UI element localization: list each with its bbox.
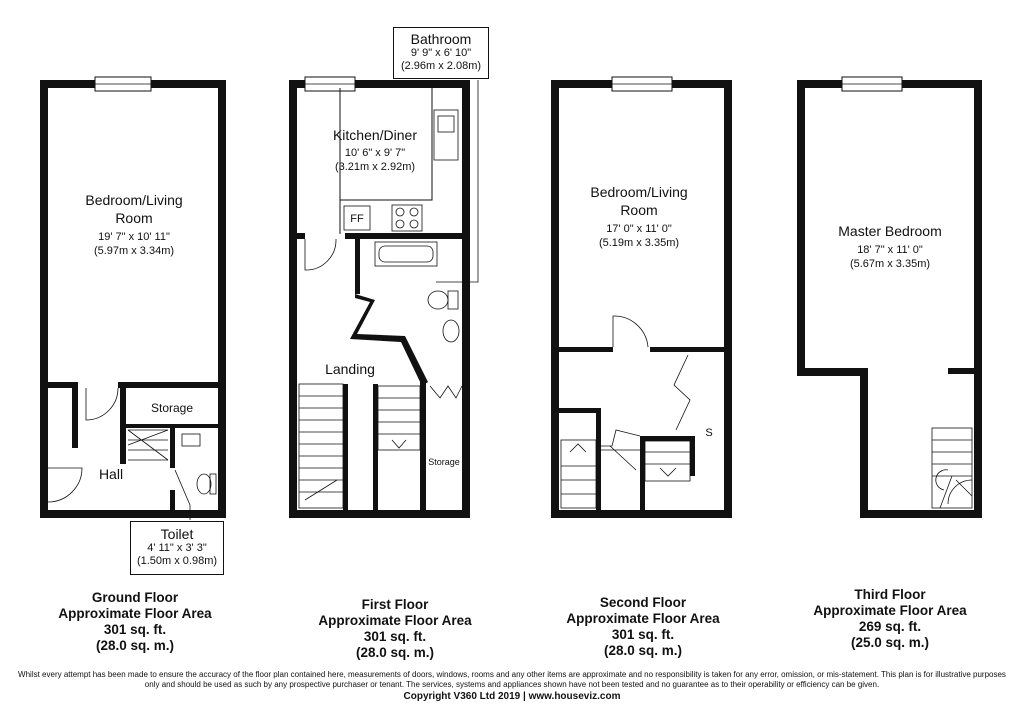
- hob-icon: [392, 205, 422, 231]
- landing-label: Landing: [325, 361, 375, 377]
- floor-name: Third Floor: [854, 587, 926, 602]
- master-bedroom-dim-metric: (5.67m x 3.35m): [849, 258, 931, 270]
- sink-icon: [182, 434, 200, 446]
- toilet-dim-metric: (1.50m x 0.98m): [136, 555, 218, 567]
- toilet-icon: [428, 291, 448, 309]
- master-bedroom-name: Master Bedroom: [838, 223, 942, 239]
- second-bedroom-name-2: Room: [620, 202, 658, 218]
- bathroom-dim-imperial: 9' 9" x 6' 10": [410, 47, 472, 59]
- second-storage-s-label: S: [705, 427, 713, 439]
- second-bedroom-dim-imperial: 17' 0" x 11' 0": [606, 223, 672, 235]
- kitchen-diner-dim-metric: (3.21m x 2.92m): [334, 161, 416, 173]
- floor-name: First Floor: [361, 597, 429, 612]
- basin-icon: [443, 320, 459, 342]
- second-bedroom-name-1: Bedroom/Living: [590, 184, 688, 200]
- toilet-icon: [197, 474, 211, 494]
- floor-area-sqm: (28.0 sq. m.): [355, 645, 435, 660]
- disclaimer-text: Whilst every attempt has been made to ensure the accuracy of the floor plan contained here, measurements of doors, windows, rooms and any other items are approximate and no responsibility is taken for any error, omission, or mis-statement. This plan is for illustrative purposes only and should be used as such by any prospective purchaser or tenant. The services, systems and appliances shown have not been tested and no guarantee as to their operability or efficiency can be given.: [18, 670, 1006, 689]
- floor-area-sqm: (28.0 sq. m.): [95, 638, 175, 653]
- floor-area-label: Approximate Floor Area: [318, 613, 472, 628]
- second-floor-plan: [551, 77, 732, 518]
- floor-area-sqm: (25.0 sq. m.): [850, 635, 930, 650]
- floor-area-sqm: (28.0 sq. m.): [603, 643, 683, 658]
- floor-name: Ground Floor: [91, 590, 179, 605]
- ground-storage-label: Storage: [150, 401, 194, 415]
- kitchen-diner-dim-imperial: 10' 6" x 9' 7": [344, 147, 406, 159]
- toilet-name: Toilet: [160, 526, 194, 542]
- floor-area-label: Approximate Floor Area: [566, 611, 720, 626]
- ground-floor-caption: [40, 590, 230, 654]
- first-storage-label: Storage: [428, 457, 460, 467]
- floor-area-label: Approximate Floor Area: [58, 606, 212, 621]
- fridge-freezer-label: FF: [350, 213, 364, 225]
- floor-area-label: Approximate Floor Area: [813, 603, 967, 618]
- bathroom-name: Bathroom: [410, 31, 472, 47]
- third-floor-plan: [797, 77, 982, 518]
- ground-bedroom-name-2: Room: [115, 210, 153, 226]
- ground-bedroom-name-1: Bedroom/Living: [85, 192, 183, 208]
- bathroom-callout: [393, 27, 489, 79]
- kitchen-diner-name: Kitchen/Diner: [332, 127, 418, 143]
- ground-bedroom-dim-imperial: 19' 7" x 10' 11": [98, 231, 170, 243]
- first-floor-walls: [289, 80, 470, 518]
- floor-area-sqft: 301 sq. ft.: [611, 627, 675, 642]
- third-floor-caption: [795, 587, 985, 651]
- first-floor-plan: [289, 77, 478, 518]
- first-floor-caption: [300, 597, 490, 661]
- floor-area-sqft: 269 sq. ft.: [858, 619, 922, 634]
- master-bedroom-dim-imperial: 18' 7" x 11' 0": [857, 244, 923, 256]
- ground-floor-walls: [40, 80, 226, 518]
- bathroom-dim-metric: (2.96m x 2.08m): [400, 60, 482, 72]
- floor-area-sqft: 301 sq. ft.: [363, 629, 427, 644]
- floor-area-sqft: 301 sq. ft.: [103, 622, 167, 637]
- second-floor-caption: [548, 595, 738, 659]
- second-bedroom-dim-metric: (5.19m x 3.35m): [598, 237, 680, 249]
- ground-floor-plan: [40, 77, 226, 520]
- copyright-text: Copyright V360 Ltd 2019 | www.houseviz.com: [403, 691, 621, 702]
- floor-name: Second Floor: [599, 595, 687, 610]
- ground-bedroom-dim-metric: (5.97m x 3.34m): [93, 245, 175, 257]
- toilet-callout: [130, 521, 224, 575]
- ground-hall-label: Hall: [98, 466, 124, 482]
- toilet-dim-imperial: 4' 11" x 3' 3": [147, 542, 207, 554]
